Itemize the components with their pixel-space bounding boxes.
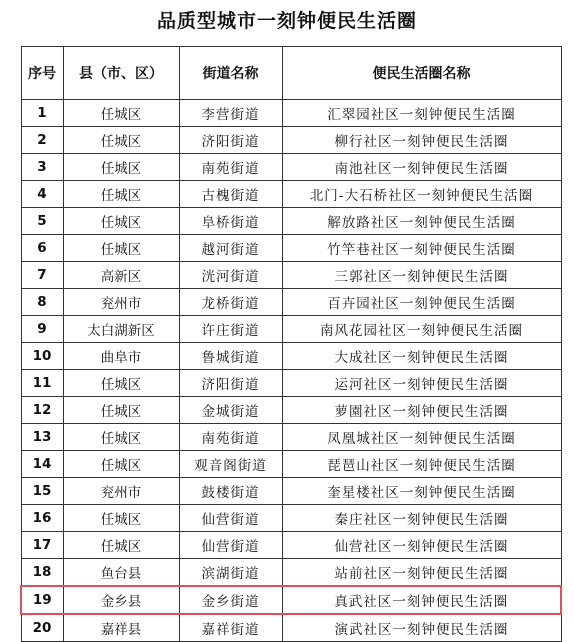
table-row: [21, 316, 561, 343]
row-county: 鱼台县: [63, 559, 179, 587]
row-circle-name: 仙营社区一刻钟便民生活圈: [282, 532, 561, 559]
row-circle-name: 百卉园社区一刻钟便民生活圈: [282, 289, 561, 316]
document-title: 品质型城市一刻钟便民生活圈: [156, 10, 417, 32]
table-body: [21, 100, 561, 642]
row-street: 许庄街道: [179, 316, 282, 343]
row-county: 曲阜市: [63, 343, 179, 370]
row-serial-number: 14: [21, 451, 63, 478]
row-serial-number: 4: [21, 181, 63, 208]
row-circle-name: 奎星楼社区一刻钟便民生活圈: [282, 478, 561, 505]
row-county: 嘉祥县: [63, 614, 179, 642]
row-county: 任城区: [63, 370, 179, 397]
header-county: 县（市、区）: [63, 47, 179, 100]
row-county: 任城区: [63, 235, 179, 262]
header-circle-name: 便民生活圈名称: [282, 47, 561, 100]
row-street: 龙桥街道: [179, 289, 282, 316]
table-row: [21, 181, 561, 208]
row-street: 仙营街道: [179, 532, 282, 559]
row-circle-name: 站前社区一刻钟便民生活圈: [282, 559, 561, 587]
row-serial-number: 9: [21, 316, 63, 343]
table-row: [21, 262, 561, 289]
row-county: 任城区: [63, 181, 179, 208]
row-county: 兖州市: [63, 478, 179, 505]
row-serial-number: 5: [21, 208, 63, 235]
row-serial-number: 11: [21, 370, 63, 397]
row-street: 越河街道: [179, 235, 282, 262]
row-street: 古槐街道: [179, 181, 282, 208]
row-street: 济阳街道: [179, 370, 282, 397]
row-serial-number: 1: [21, 100, 63, 127]
row-county: 任城区: [63, 451, 179, 478]
table-row: [21, 397, 561, 424]
row-serial-number: 15: [21, 478, 63, 505]
row-street: 仙营街道: [179, 505, 282, 532]
table-row: [21, 370, 561, 397]
table-row: [21, 154, 561, 181]
row-county: 任城区: [63, 532, 179, 559]
row-circle-name: 南风花园社区一刻钟便民生活圈: [282, 316, 561, 343]
row-street: 滨湖街道: [179, 559, 282, 587]
row-street: 金城街道: [179, 397, 282, 424]
row-county: 任城区: [63, 127, 179, 154]
row-serial-number: 17: [21, 532, 63, 559]
row-serial-number: 2: [21, 127, 63, 154]
row-circle-name: 秦庄社区一刻钟便民生活圈: [282, 505, 561, 532]
row-circle-name: 北门-大石桥社区一刻钟便民生活圈: [282, 181, 561, 208]
row-circle-name: 琵琶山社区一刻钟便民生活圈: [282, 451, 561, 478]
row-circle-name: 演武社区一刻钟便民生活圈: [282, 614, 561, 642]
table-row: [21, 289, 561, 316]
row-county: 兖州市: [63, 289, 179, 316]
row-street: 南苑街道: [179, 424, 282, 451]
table-row: [21, 559, 561, 587]
row-county: 任城区: [63, 505, 179, 532]
table-header-row: [21, 47, 561, 100]
row-circle-name: 汇翠园社区一刻钟便民生活圈: [282, 100, 561, 127]
row-circle-name: 萝園社区一刻钟便民生活圈: [282, 397, 561, 424]
header-street: 街道名称: [179, 47, 282, 100]
table-row: [21, 424, 561, 451]
row-street: 南苑街道: [179, 154, 282, 181]
row-circle-name: 真武社区一刻钟便民生活圈: [282, 586, 561, 614]
row-county: 任城区: [63, 100, 179, 127]
row-circle-name: 凤凰城社区一刻钟便民生活圈: [282, 424, 561, 451]
row-county: 金乡县: [63, 586, 179, 614]
row-circle-name: 大成社区一刻钟便民生活圈: [282, 343, 561, 370]
table-row: [21, 127, 561, 154]
row-serial-number: 10: [21, 343, 63, 370]
row-serial-number: 19: [21, 586, 63, 614]
row-street: 嘉祥街道: [179, 614, 282, 642]
table-row: [21, 532, 561, 559]
table-row: [21, 235, 561, 262]
row-serial-number: 8: [21, 289, 63, 316]
row-street: 李营街道: [179, 100, 282, 127]
row-serial-number: 7: [21, 262, 63, 289]
row-county: 任城区: [63, 424, 179, 451]
row-street: 鲁城街道: [179, 343, 282, 370]
row-county: 高新区: [63, 262, 179, 289]
row-circle-name: 运河社区一刻钟便民生活圈: [282, 370, 561, 397]
row-serial-number: 18: [21, 559, 63, 587]
row-circle-name: 解放路社区一刻钟便民生活圈: [282, 208, 561, 235]
row-circle-name: 竹竿巷社区一刻钟便民生活圈: [282, 235, 561, 262]
table-row: [21, 505, 561, 532]
table-row: [21, 614, 561, 642]
row-county: 任城区: [63, 397, 179, 424]
row-street: 鼓楼街道: [179, 478, 282, 505]
table-row-highlighted: [21, 586, 561, 614]
row-circle-name: 三郭社区一刻钟便民生活圈: [282, 262, 561, 289]
row-street: 金乡街道: [179, 586, 282, 614]
row-street: 观音阁街道: [179, 451, 282, 478]
row-serial-number: 20: [21, 614, 63, 642]
row-street: 济阳街道: [179, 127, 282, 154]
row-county: 任城区: [63, 208, 179, 235]
row-serial-number: 13: [21, 424, 63, 451]
row-circle-name: 柳行社区一刻钟便民生活圈: [282, 127, 561, 154]
row-circle-name: 南池社区一刻钟便民生活圈: [282, 154, 561, 181]
row-serial-number: 6: [21, 235, 63, 262]
row-street: 阜桥街道: [179, 208, 282, 235]
row-serial-number: 3: [21, 154, 63, 181]
table-row: [21, 478, 561, 505]
row-serial-number: 12: [21, 397, 63, 424]
header-serial-number: 序号: [21, 47, 63, 100]
table-row: [21, 100, 561, 127]
table-row: [21, 451, 561, 478]
community-circle-table: [20, 46, 562, 642]
row-serial-number: 16: [21, 505, 63, 532]
row-street: 洸河街道: [179, 262, 282, 289]
row-county: 任城区: [63, 154, 179, 181]
row-county: 太白湖新区: [63, 316, 179, 343]
table-row: [21, 343, 561, 370]
table-row: [21, 208, 561, 235]
